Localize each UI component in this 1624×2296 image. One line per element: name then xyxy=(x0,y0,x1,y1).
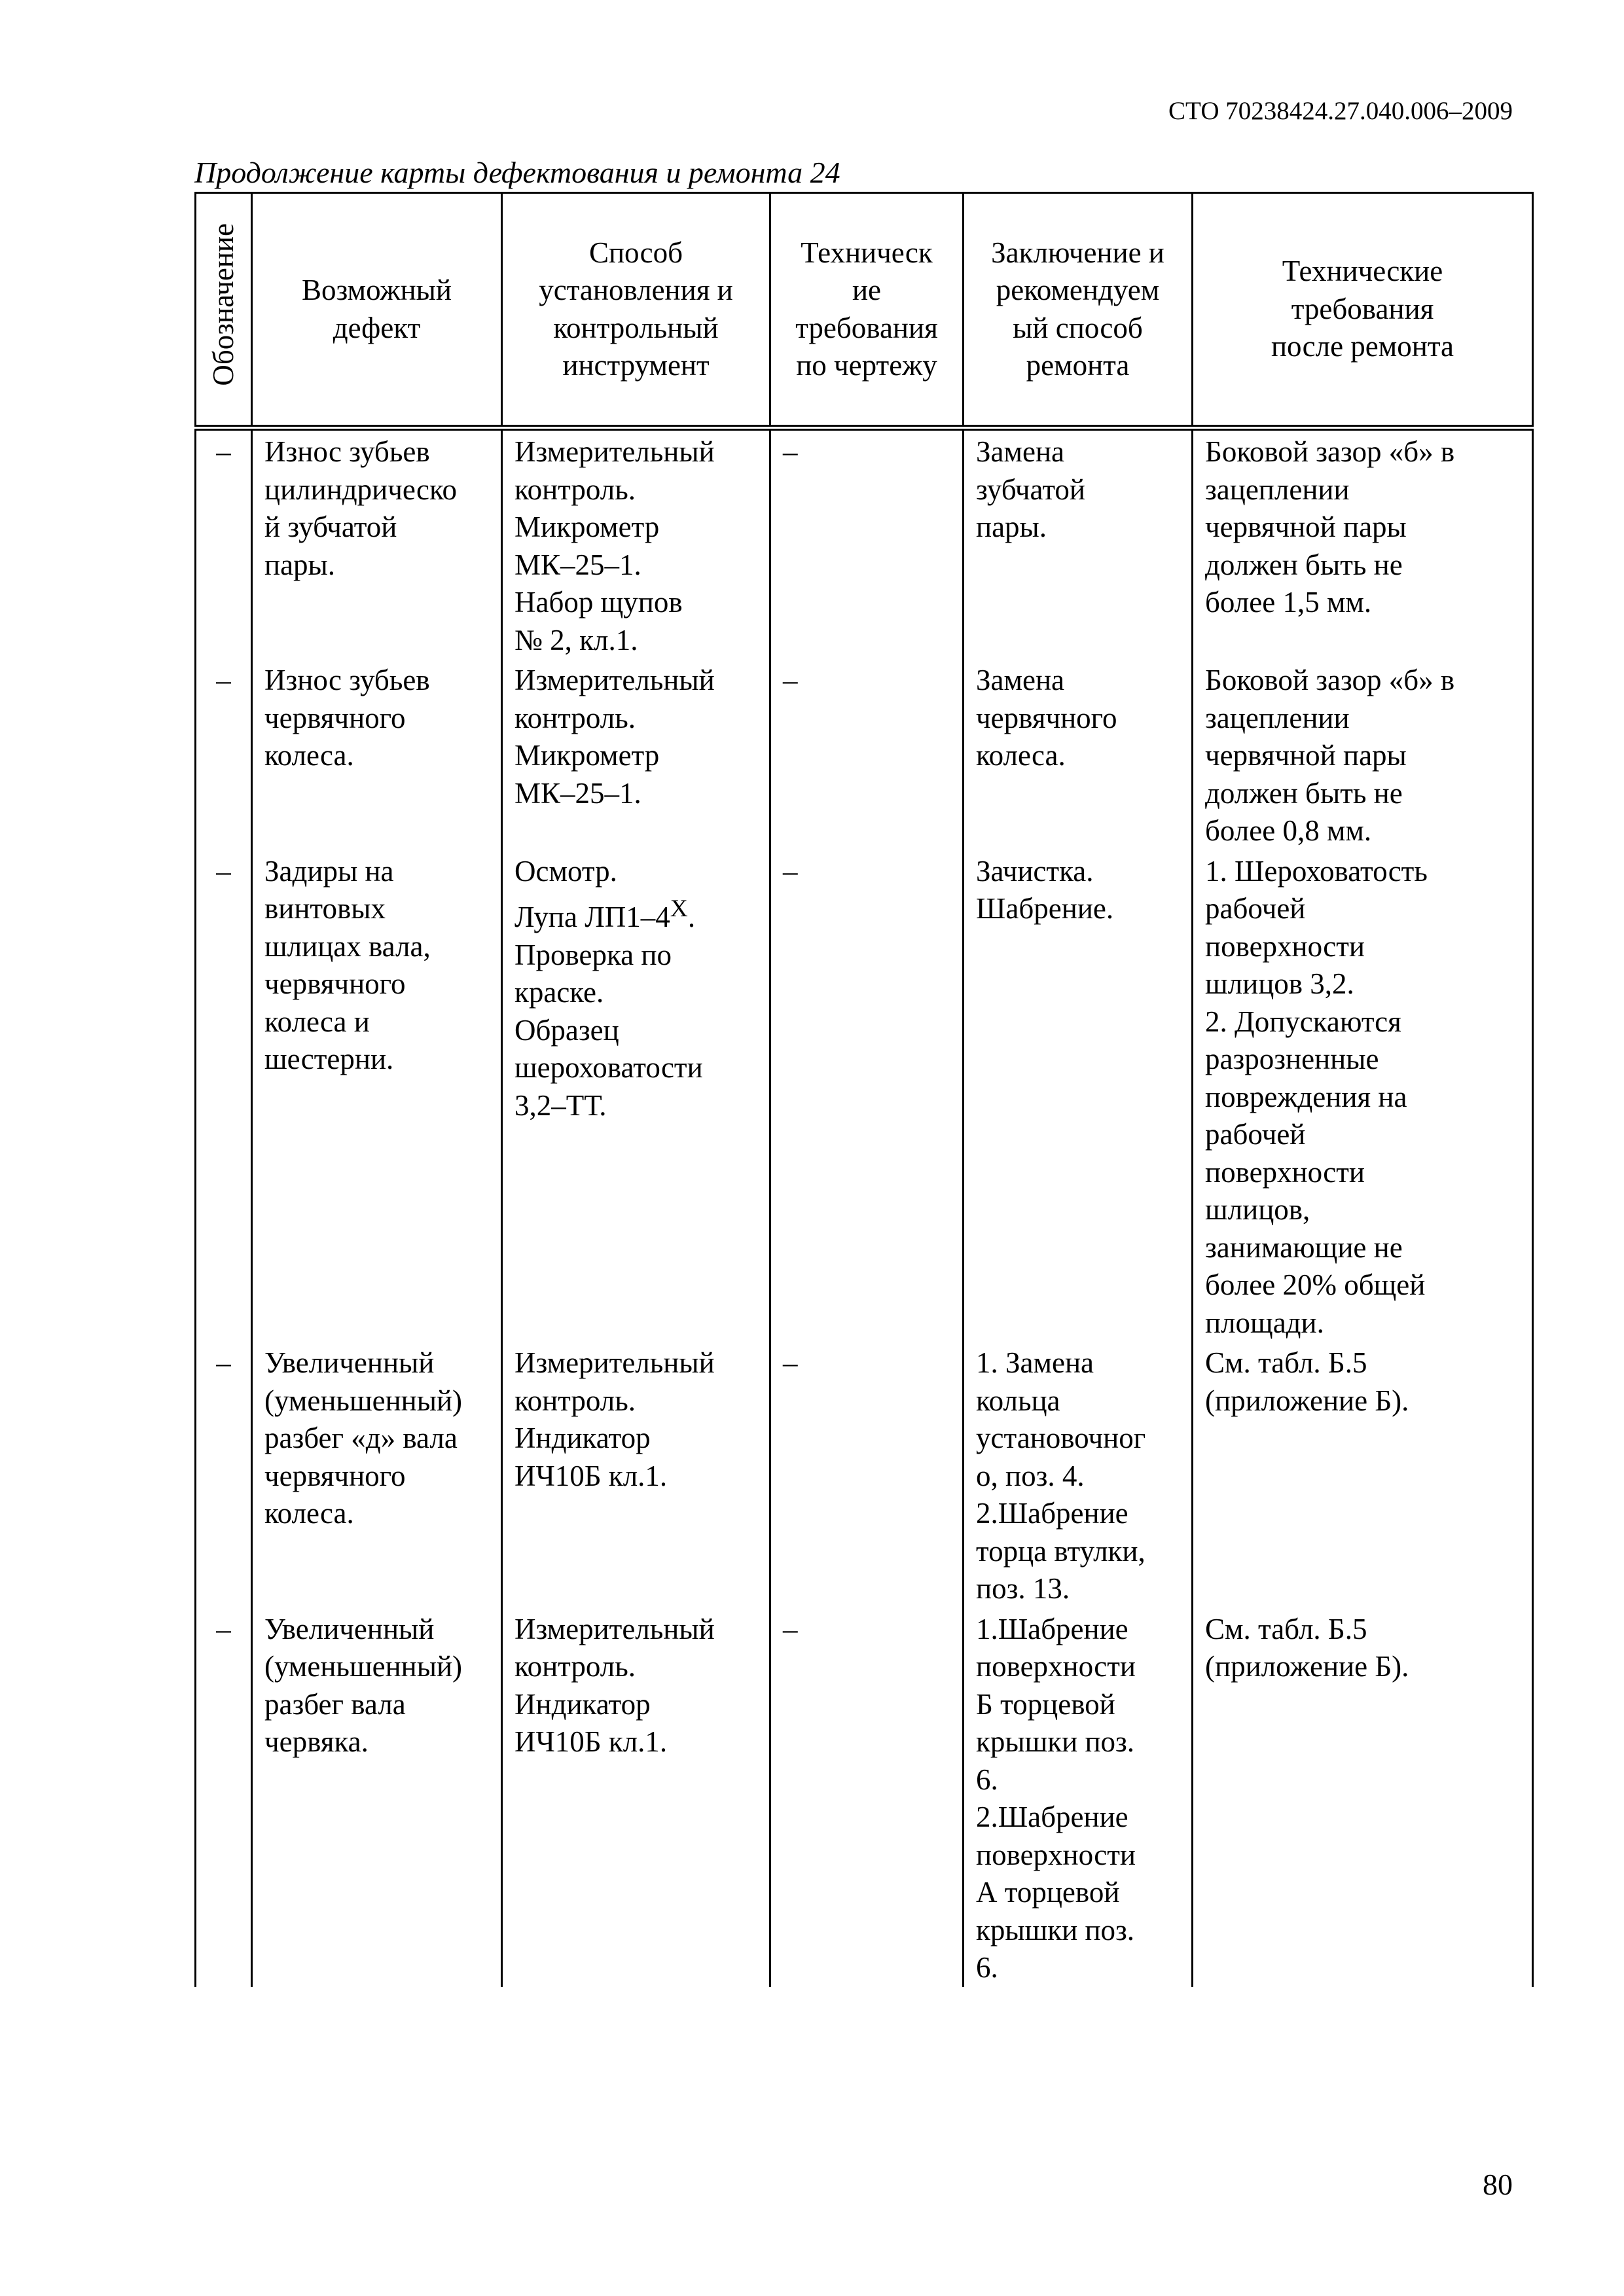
cell-method: Измерительный контроль. Индикатор ИЧ10Б кл.1. xyxy=(502,1342,770,1608)
cell-after-repair: 1. Шероховатость рабочей поверхности шлицов 3,2. 2. Допускаются разрозненные повреждения на рабочей поверхности шлицов, занимающие не более 20% общей площади. xyxy=(1193,850,1533,1342)
column-header-drawing-requirements: Техническ ие требования по чертежу xyxy=(770,193,964,428)
table-row xyxy=(196,1608,1533,1987)
magnification-superscript: X xyxy=(670,895,688,922)
method-text-continued: . Проверка по краске. Образец шероховатости 3,2–ТТ. xyxy=(514,901,703,1122)
column-header-after-repair: Технические требования после ремонта xyxy=(1193,193,1533,428)
cell-repair: 1. Замена кольца установочног о, поз. 4. 2.Шабрение торца втулки, поз. 13. xyxy=(964,1342,1193,1608)
cell-designation: – xyxy=(196,850,252,1342)
table-row xyxy=(196,850,1533,1342)
column-header-method: Способ установления и контрольный инструмент xyxy=(502,193,770,428)
cell-repair: Замена зубчатой пары. xyxy=(964,428,1193,660)
cell-drawing-requirements: – xyxy=(770,428,964,660)
cell-designation: – xyxy=(196,1608,252,1987)
cell-method: Измерительный контроль. Индикатор ИЧ10Б кл.1. xyxy=(502,1608,770,1987)
table-caption: Продолжение карты дефектования и ремонта 24 xyxy=(194,156,840,189)
cell-repair: 1.Шабрение поверхности Б торцевой крышки поз. 6. 2.Шабрение поверхности А торцевой крышки поз. 6. xyxy=(964,1608,1193,1987)
cell-after-repair: См. табл. Б.5 (приложение Б). xyxy=(1193,1342,1533,1608)
page-number: 80 xyxy=(1483,2168,1513,2201)
column-header-repair: Заключение и рекомендуем ый способ ремонта xyxy=(964,193,1193,428)
cell-defect: Задиры на винтовых шлицах вала, червячного колеса и шестерни. xyxy=(252,850,502,1342)
cell-designation: – xyxy=(196,428,252,660)
cell-repair: Замена червячного колеса. xyxy=(964,659,1193,850)
cell-after-repair: Боковой зазор «б» в зацеплении червячной пары должен быть не более 1,5 мм. xyxy=(1193,428,1533,660)
cell-drawing-requirements: – xyxy=(770,659,964,850)
cell-designation: – xyxy=(196,659,252,850)
cell-drawing-requirements: – xyxy=(770,1608,964,1987)
cell-defect: Увеличенный (уменьшенный) разбег вала червяка. xyxy=(252,1608,502,1987)
cell-drawing-requirements: – xyxy=(770,850,964,1342)
cell-method xyxy=(502,850,770,1342)
column-header-designation: Обозначение xyxy=(196,193,252,428)
document-code: СТО 70238424.27.040.006–2009 xyxy=(1168,97,1513,125)
cell-method: Измерительный контроль. Микрометр МК–25–1. xyxy=(502,659,770,850)
cell-method: Измерительный контроль. Микрометр МК–25–1. Набор щупов № 2, кл.1. xyxy=(502,428,770,660)
table-row xyxy=(196,659,1533,850)
table-header-row xyxy=(196,193,1533,428)
cell-designation: – xyxy=(196,1342,252,1608)
cell-after-repair: См. табл. Б.5 (приложение Б). xyxy=(1193,1608,1533,1987)
table-row xyxy=(196,1342,1533,1608)
column-header-defect: Возможный дефект xyxy=(252,193,502,428)
cell-repair: Зачистка. Шабрение. xyxy=(964,850,1193,1342)
cell-drawing-requirements: – xyxy=(770,1342,964,1608)
defect-repair-table xyxy=(194,192,1534,1987)
cell-defect: Износ зубьев червячного колеса. xyxy=(252,659,502,850)
cell-defect: Увеличенный (уменьшенный) разбег «д» вала червячного колеса. xyxy=(252,1342,502,1608)
method-text: Осмотр. Лупа ЛП1–4 xyxy=(514,854,670,933)
table-row xyxy=(196,428,1533,660)
cell-after-repair: Боковой зазор «б» в зацеплении червячной пары должен быть не более 0,8 мм. xyxy=(1193,659,1533,850)
cell-defect: Износ зубьев цилиндрическо й зубчатой пары. xyxy=(252,428,502,660)
